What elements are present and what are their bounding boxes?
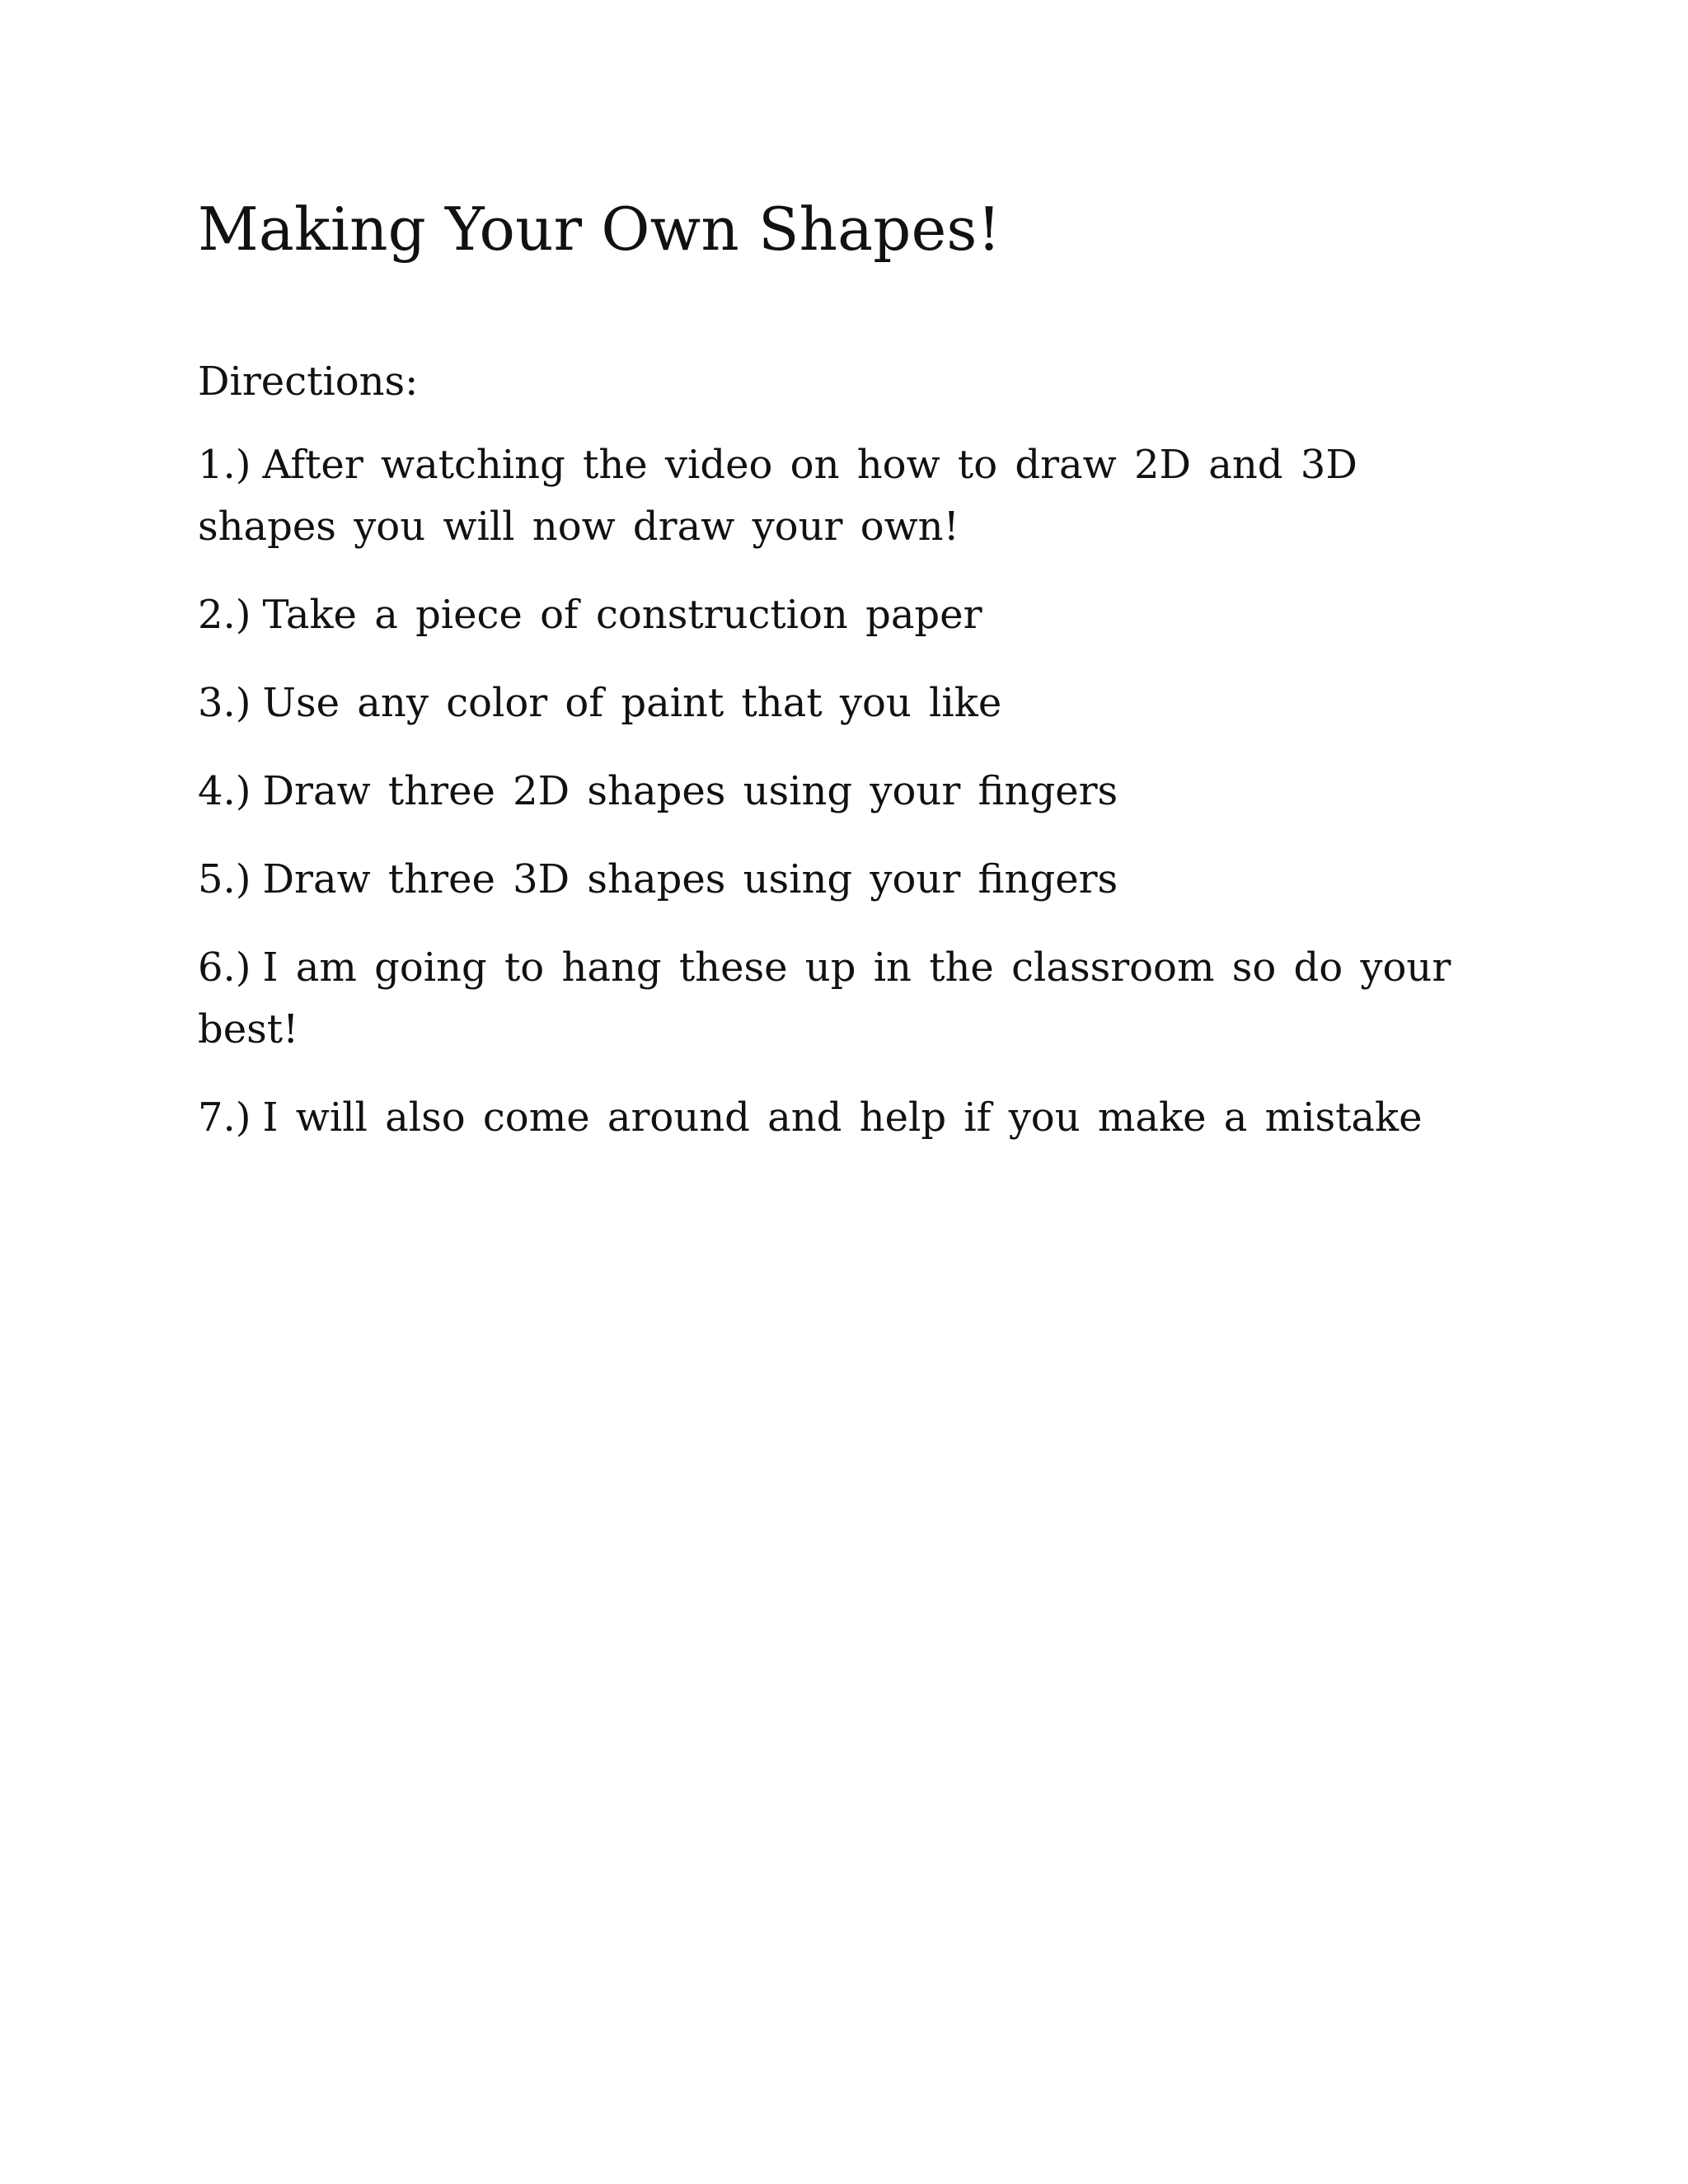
step-number: 1.) xyxy=(198,442,251,489)
document-content xyxy=(198,194,1484,1175)
step-text: Use any color of paint that you like xyxy=(262,680,1002,727)
list-item xyxy=(198,434,1484,558)
step-text: Take a piece of construction paper xyxy=(262,592,982,639)
list-item xyxy=(198,673,1484,734)
step-number: 4.) xyxy=(198,768,251,815)
step-number: 2.) xyxy=(198,592,251,639)
step-number: 5.) xyxy=(198,856,251,903)
directions-list xyxy=(198,434,1484,1149)
page-title: Making Your Own Shapes! xyxy=(198,194,1001,264)
list-item xyxy=(198,849,1484,911)
directions-label: Directions: xyxy=(198,359,419,405)
list-item xyxy=(198,584,1484,646)
step-text: I am going to hang these up in the classroom so do your best! xyxy=(198,944,1451,1053)
list-item xyxy=(198,1087,1484,1149)
step-number: 3.) xyxy=(198,680,251,727)
list-item xyxy=(198,937,1484,1061)
step-text: Draw three 2D shapes using your fingers xyxy=(262,768,1118,815)
step-text: Draw three 3D shapes using your fingers xyxy=(262,856,1118,903)
step-text: I will also come around and help if you make a mistake xyxy=(262,1094,1423,1141)
step-number: 6.) xyxy=(198,944,251,991)
list-item xyxy=(198,761,1484,823)
step-text: After watching the video on how to draw 2D and 3D shapes you will now draw your own! xyxy=(198,442,1357,551)
step-number: 7.) xyxy=(198,1094,251,1141)
